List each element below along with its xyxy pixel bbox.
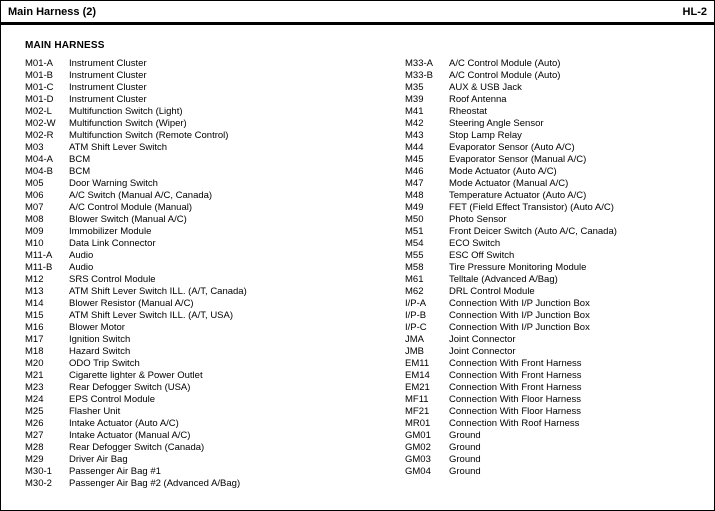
connector-description: Ignition Switch [69,334,131,345]
connector-description: ATM Shift Lever Switch [69,142,168,153]
connector-list-right [405,58,714,490]
connector-row [25,358,405,370]
connector-description: Data Link Connector [69,238,156,249]
connector-row [25,466,405,478]
connector-description: Temperature Actuator (Auto A/C) [449,190,587,201]
connector-row [405,358,714,370]
connector-code: EM11 [405,358,430,369]
connector-code: M23 [25,382,44,393]
connector-row [25,190,405,202]
connector-row [25,106,405,118]
connector-code: M48 [405,190,424,201]
connector-row [25,58,405,70]
connector-row [25,82,405,94]
connector-row [405,238,714,250]
connector-description: Flasher Unit [69,406,121,417]
connector-description: Mode Actuator (Auto A/C) [449,166,557,177]
connector-description: Connection With I/P Junction Box [449,322,590,333]
connector-code: JMB [405,346,424,357]
connector-row [25,430,405,442]
connector-code: M41 [405,106,424,117]
connector-code: M29 [25,454,44,465]
connector-row [25,166,405,178]
connector-description: ATM Shift Lever Switch ILL. (A/T, Canada) [69,286,247,297]
connector-code: M20 [25,358,44,369]
connector-code: M11-A [25,250,53,261]
connector-description: Connection With Floor Harness [449,406,581,417]
connector-code: M24 [25,394,44,405]
connector-description: Joint Connector [449,334,516,345]
connector-row [405,466,714,478]
connector-row [405,382,714,394]
connector-code: M27 [25,430,44,441]
connector-description: Multifunction Switch (Light) [69,106,183,117]
connector-code: M62 [405,286,424,297]
connector-description: Evaporator Sensor (Auto A/C) [449,142,575,153]
connector-row [405,178,714,190]
connector-description: A/C Control Module (Auto) [449,70,561,81]
connector-code: MF21 [405,406,430,417]
connector-code: MF11 [405,394,429,405]
connector-code: M43 [405,130,424,141]
connector-code: M13 [25,286,44,297]
connector-description: Blower Switch (Manual A/C) [69,214,187,225]
connector-row [405,454,714,466]
connector-description: Passenger Air Bag #2 (Advanced A/Bag) [69,478,241,489]
connector-code: M39 [405,94,424,105]
page-code: HL-2 [682,5,707,18]
connector-code: M30-2 [25,478,52,489]
connector-code: M33-B [405,70,433,81]
connector-code: M58 [405,262,424,273]
connector-row [25,334,405,346]
connector-code: EM14 [405,370,430,381]
connector-description: SRS Control Module [69,274,156,285]
connector-row [25,322,405,334]
connector-code: M04-A [25,154,53,165]
connector-code: M49 [405,202,424,213]
connector-description: Evaporator Sensor (Manual A/C) [449,154,587,165]
connector-code: M11-B [25,262,53,273]
connector-code: M02-W [25,118,56,129]
connector-row [25,394,405,406]
connector-description: Front Deicer Switch (Auto A/C, Canada) [449,226,617,237]
connector-code: M09 [25,226,44,237]
connector-row [25,250,405,262]
connector-code: M10 [25,238,44,249]
connector-description: ECO Switch [449,238,501,249]
connector-row [25,274,405,286]
connector-row [405,274,714,286]
connector-code: M25 [25,406,44,417]
connector-description: Roof Antenna [449,94,507,105]
connector-description: Blower Motor [69,322,125,333]
connector-columns [25,58,714,490]
connector-row [405,226,714,238]
connector-description: Ground [449,442,481,453]
connector-row [405,250,714,262]
connector-description: Immobilizer Module [69,226,152,237]
connector-row [405,334,714,346]
connector-description: DRL Control Module [449,286,535,297]
connector-row [405,322,714,334]
connector-row [25,238,405,250]
connector-row [405,142,714,154]
connector-row [405,370,714,382]
connector-description: ESC Off Switch [449,250,515,261]
connector-row [405,70,714,82]
connector-row [405,430,714,442]
connector-description: Door Warning Switch [69,178,158,189]
connector-row [405,190,714,202]
connector-row [405,418,714,430]
page-title: Main Harness (2) [8,5,97,18]
connector-description: Connection With I/P Junction Box [449,310,590,321]
connector-row [25,214,405,226]
connector-code: M03 [25,142,44,153]
connector-code: M07 [25,202,44,213]
connector-description: Instrument Cluster [69,94,147,105]
connector-row [25,298,405,310]
connector-description: A/C Control Module (Auto) [449,58,561,69]
connector-row [25,370,405,382]
connector-description: FET (Field Effect Transistor) (Auto A/C) [449,202,614,213]
connector-row [405,298,714,310]
connector-row [405,94,714,106]
connector-description: Ground [449,430,481,441]
connector-row [25,406,405,418]
connector-code: I/P-A [405,298,427,309]
connector-row [405,154,714,166]
connector-row [405,346,714,358]
connector-description: Steering Angle Sensor [449,118,544,129]
connector-code: M44 [405,142,424,153]
connector-description: AUX & USB Jack [449,82,522,93]
connector-row [25,178,405,190]
connector-code: M01-C [25,82,54,93]
connector-row [25,346,405,358]
connector-row [405,310,714,322]
connector-row [405,214,714,226]
connector-code: GM04 [405,466,431,477]
connector-row [405,118,714,130]
connector-description: Intake Actuator (Auto A/C) [69,418,179,429]
connector-description: Blower Resistor (Manual A/C) [69,298,194,309]
connector-code: M14 [25,298,44,309]
connector-row [405,394,714,406]
connector-code: M35 [405,82,424,93]
connector-code: M05 [25,178,44,189]
connector-description: Tire Pressure Monitoring Module [449,262,587,273]
connector-row [405,58,714,70]
connector-description: Rear Defogger Switch (USA) [69,382,191,393]
connector-code: M61 [405,274,424,285]
connector-description: Hazard Switch [69,346,131,357]
connector-description: Connection With Front Harness [449,370,582,381]
connector-code: M30-1 [25,466,52,477]
connector-description: Instrument Cluster [69,82,147,93]
connector-code: M50 [405,214,424,225]
connector-row [25,118,405,130]
connector-description: Driver Air Bag [69,454,128,465]
connector-description: ODO Trip Switch [69,358,140,369]
connector-code: M47 [405,178,424,189]
connector-code: JMA [405,334,424,345]
connector-row [25,286,405,298]
connector-row [25,382,405,394]
connector-code: MR01 [405,418,431,429]
connector-description: Instrument Cluster [69,70,147,81]
connector-description: Stop Lamp Relay [449,130,522,141]
connector-description: Telltale (Advanced A/Bag) [449,274,558,285]
connector-description: BCM [69,166,91,177]
connector-code: M45 [405,154,424,165]
connector-description: Connection With I/P Junction Box [449,298,590,309]
connector-code: M02-R [25,130,54,141]
connector-row [25,454,405,466]
connector-code: I/P-C [405,322,427,333]
connector-code: M33-A [405,58,433,69]
connector-row [25,226,405,238]
connector-code: M08 [25,214,44,225]
connector-description: Joint Connector [449,346,516,357]
connector-code: M01-B [25,70,53,81]
connector-row [25,142,405,154]
connector-code: I/P-B [405,310,427,321]
connector-row [405,82,714,94]
connector-description: Connection With Roof Harness [449,418,580,429]
connector-code: M12 [25,274,44,285]
connector-row [405,262,714,274]
connector-row [405,130,714,142]
connector-list-left [25,58,405,490]
connector-description: Photo Sensor [449,214,507,225]
connector-code: M01-D [25,94,54,105]
connector-code: M46 [405,166,424,177]
connector-row [405,406,714,418]
connector-description: ATM Shift Lever Switch ILL. (A/T, USA) [69,310,234,321]
connector-code: M26 [25,418,44,429]
connector-description: Multifunction Switch (Remote Control) [69,130,229,141]
connector-row [25,202,405,214]
connector-row [25,262,405,274]
connector-code: M06 [25,190,44,201]
connector-row [25,70,405,82]
connector-description: Intake Actuator (Manual A/C) [69,430,191,441]
connector-description: Passenger Air Bag #1 [69,466,161,477]
connector-code: M42 [405,118,424,129]
connector-code: M51 [405,226,424,237]
connector-row [25,478,405,490]
connector-row [25,418,405,430]
connector-description: Rear Defogger Switch (Canada) [69,442,205,453]
connector-code: M04-B [25,166,53,177]
connector-row [405,106,714,118]
connector-description: Ground [449,466,481,477]
connector-code: M55 [405,250,424,261]
connector-description: Connection With Floor Harness [449,394,581,405]
connector-row [405,442,714,454]
connector-code: M28 [25,442,44,453]
connector-description: Ground [449,454,481,465]
connector-code: M18 [25,346,44,357]
connector-description: Cigarette lighter & Power Outlet [69,370,203,381]
connector-code: M21 [25,370,44,381]
connector-code: M15 [25,310,44,321]
page-header [1,1,714,25]
page-content [1,40,714,490]
connector-description: Connection With Front Harness [449,358,582,369]
connector-row [405,286,714,298]
connector-row [25,94,405,106]
connector-description: Rheostat [449,106,488,117]
connector-description: Connection With Front Harness [449,382,582,393]
connector-row [25,154,405,166]
connector-description: A/C Switch (Manual A/C, Canada) [69,190,213,201]
connector-row [25,310,405,322]
connector-row [25,130,405,142]
connector-code: GM03 [405,454,431,465]
connector-code: M17 [25,334,44,345]
connector-code: M54 [405,238,424,249]
connector-code: GM01 [405,430,431,441]
connector-code: M16 [25,322,44,333]
connector-description: Multifunction Switch (Wiper) [69,118,187,129]
connector-description: Audio [69,262,94,273]
section-heading: MAIN HARNESS [25,40,105,51]
connector-description: Instrument Cluster [69,58,147,69]
connector-description: Audio [69,250,94,261]
connector-description: EPS Control Module [69,394,156,405]
connector-row [405,166,714,178]
connector-code: M02-L [25,106,52,117]
connector-description: Mode Actuator (Manual A/C) [449,178,569,189]
connector-row [25,442,405,454]
connector-description: A/C Control Module (Manual) [69,202,193,213]
connector-code: M01-A [25,58,53,69]
connector-code: EM21 [405,382,430,393]
connector-row [405,202,714,214]
connector-code: GM02 [405,442,431,453]
connector-description: BCM [69,154,91,165]
